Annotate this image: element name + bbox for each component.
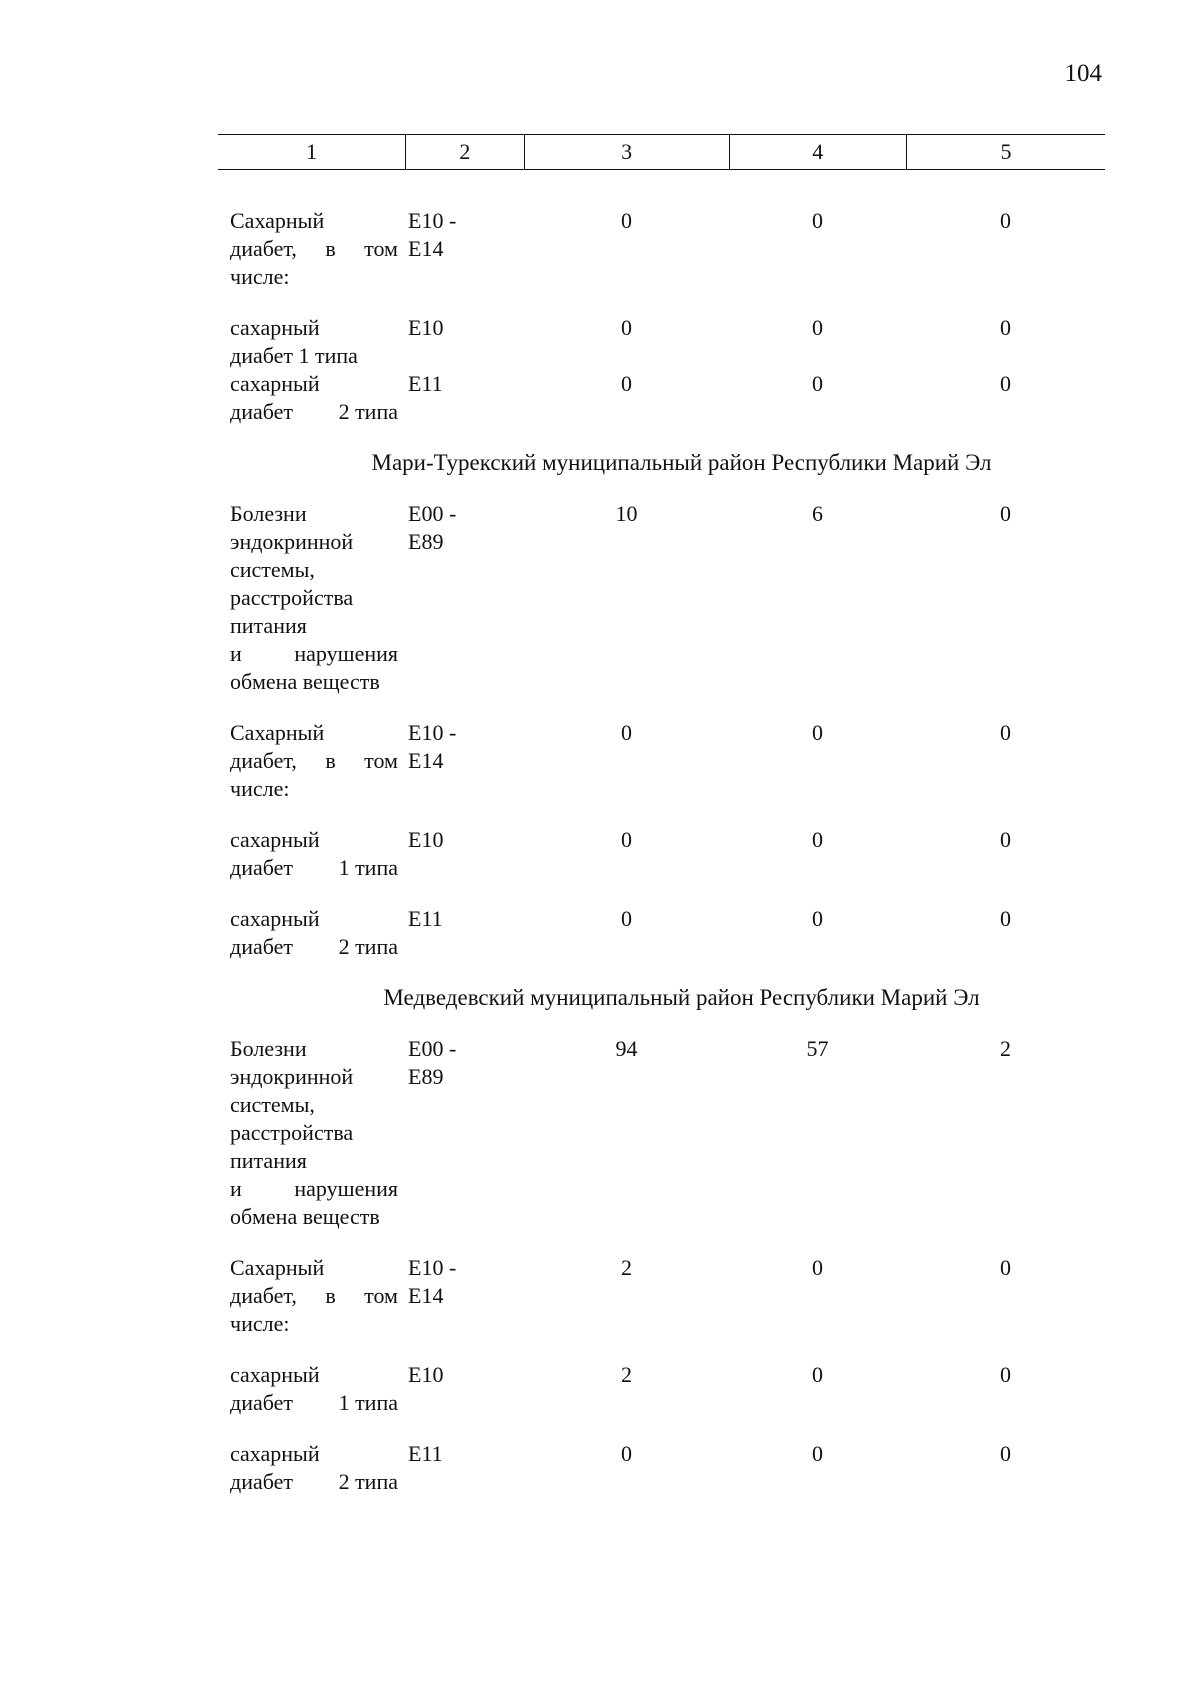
value-col-5: 0: [1000, 720, 1011, 745]
name-line: [230, 207, 398, 235]
name-word: в: [325, 1283, 336, 1308]
name-line: [230, 719, 398, 747]
value-col-4: 0: [812, 1255, 823, 1280]
value-col-3: 2: [621, 1362, 632, 1387]
district-heading: Мари-Турекский муниципальный район Республики Марий Эл: [371, 450, 992, 475]
code-line: E10 -: [408, 720, 457, 745]
value-col-4: 0: [812, 720, 823, 745]
name-word: обмена веществ: [230, 669, 380, 694]
name-line: [230, 1147, 398, 1175]
code-line: E89: [408, 1064, 444, 1089]
name-line: [230, 370, 398, 398]
name-line: [230, 668, 398, 696]
code-line: E10: [408, 827, 444, 852]
name-line: [230, 528, 398, 556]
name-line: [230, 933, 398, 961]
value-col-5: 0: [1000, 315, 1011, 340]
name-line: [230, 747, 398, 775]
value-col-3: 0: [621, 827, 632, 852]
name-word: диабет,: [230, 1283, 297, 1308]
name-word: числе:: [230, 264, 290, 289]
name-word: диабет: [230, 934, 294, 959]
value-col-3: 0: [621, 371, 632, 396]
table-row: [218, 719, 1105, 803]
table-row: [218, 826, 1105, 882]
value-col-3: 0: [621, 1441, 632, 1466]
disease-name: [218, 905, 406, 961]
code-line: E89: [408, 529, 444, 554]
name-word: Сахарный: [230, 720, 325, 745]
name-word: системы,: [230, 557, 315, 582]
header-col-1: 1: [306, 139, 318, 164]
value-col-4: 0: [812, 827, 823, 852]
name-line: [230, 775, 398, 803]
value-col-5: 0: [1000, 1441, 1011, 1466]
page-number: 104: [1064, 60, 1102, 87]
icd-code: [406, 207, 524, 291]
code-line: E10 -: [408, 1255, 457, 1280]
code-line: E14: [408, 236, 444, 261]
value-col-3: 0: [621, 906, 632, 931]
name-word: числе:: [230, 1311, 290, 1336]
code-line: E10: [408, 1362, 444, 1387]
name-line: [230, 584, 398, 612]
disease-name: [218, 826, 406, 882]
name-word: Сахарный: [230, 208, 325, 233]
value-col-4: 6: [812, 501, 823, 526]
table-row: [218, 314, 1105, 370]
statistics-table: [218, 134, 1105, 1496]
name-word: питания: [230, 1148, 307, 1173]
icd-code: [406, 314, 524, 370]
value-col-3: 94: [615, 1036, 638, 1061]
value-col-3: 0: [621, 720, 632, 745]
icd-code: [406, 370, 524, 426]
icd-code: [406, 1440, 524, 1496]
value-col-4: 0: [812, 1441, 823, 1466]
value-col-3: 10: [615, 501, 638, 526]
name-word: диабет,: [230, 748, 297, 773]
code-line: E00 -: [408, 1036, 457, 1061]
code-line: E00 -: [408, 501, 457, 526]
name-line: [230, 1282, 398, 1310]
disease-name: [218, 1254, 406, 1338]
table-row: [218, 1361, 1105, 1417]
name-word: сахарный: [230, 827, 320, 852]
name-line: [230, 235, 398, 263]
value-col-5: 0: [1000, 371, 1011, 396]
name-line: [230, 905, 398, 933]
value-col-5: 0: [1000, 906, 1011, 931]
name-line: [230, 612, 398, 640]
name-word: нарушения: [294, 1176, 398, 1201]
name-word: диабет: [230, 1469, 294, 1494]
name-word: сахарный: [230, 1441, 320, 1466]
name-word: в: [325, 748, 336, 773]
name-word: сахарный: [230, 315, 320, 340]
name-line: [230, 826, 398, 854]
name-word: эндокринной: [230, 1064, 354, 1089]
name-line: [230, 263, 398, 291]
name-line: [230, 1175, 398, 1203]
value-col-5: 0: [1000, 827, 1011, 852]
name-line: [230, 1091, 398, 1119]
disease-name: [218, 314, 406, 370]
value-col-5: 0: [1000, 208, 1011, 233]
disease-name: [218, 500, 406, 696]
name-word: сахарный: [230, 1362, 320, 1387]
name-word: Болезни: [230, 501, 307, 526]
icd-code: [406, 1361, 524, 1417]
name-word: 1 типа: [338, 1390, 398, 1415]
value-col-3: 0: [621, 315, 632, 340]
name-line: [230, 640, 398, 668]
table-row: [218, 207, 1105, 291]
table-row: [218, 500, 1105, 696]
name-line: [230, 1035, 398, 1063]
value-col-5: 2: [1000, 1036, 1011, 1061]
value-col-4: 0: [812, 371, 823, 396]
icd-code: [406, 500, 524, 696]
icd-code: [406, 1254, 524, 1338]
name-line: [230, 342, 398, 370]
table-row: [218, 1254, 1105, 1338]
table-row: [218, 905, 1105, 961]
name-line: [230, 1468, 398, 1496]
name-word: и: [230, 641, 242, 666]
name-word: том: [364, 1283, 398, 1308]
disease-name: [218, 1361, 406, 1417]
table-row: [218, 1035, 1105, 1231]
name-word: 2 типа: [338, 934, 398, 959]
name-line: [230, 1119, 398, 1147]
code-line: E14: [408, 748, 444, 773]
name-word: нарушения: [294, 641, 398, 666]
value-col-4: 0: [812, 1362, 823, 1387]
name-word: эндокринной: [230, 529, 354, 554]
disease-name: [218, 1035, 406, 1231]
table-body: [218, 207, 1105, 1496]
name-word: сахарный: [230, 371, 320, 396]
disease-name: [218, 370, 406, 426]
icd-code: [406, 826, 524, 882]
name-word: диабет 1 типа: [230, 343, 358, 368]
name-word: 2 типа: [338, 1469, 398, 1494]
value-col-3: 0: [621, 208, 632, 233]
value-col-5: 0: [1000, 1362, 1011, 1387]
value-col-4: 0: [812, 315, 823, 340]
name-word: питания: [230, 613, 307, 638]
icd-code: [406, 1035, 524, 1231]
code-line: E10: [408, 315, 444, 340]
table-header: [218, 134, 1105, 170]
disease-name: [218, 207, 406, 291]
name-word: диабет,: [230, 236, 297, 261]
icd-code: [406, 719, 524, 803]
name-line: [230, 854, 398, 882]
value-col-5: 0: [1000, 1255, 1011, 1280]
name-line: [230, 1389, 398, 1417]
name-line: [230, 1063, 398, 1091]
value-col-4: 0: [812, 906, 823, 931]
header-col-2: 2: [405, 135, 523, 169]
name-line: [230, 1254, 398, 1282]
name-line: [230, 1203, 398, 1231]
name-word: и: [230, 1176, 242, 1201]
name-line: [230, 1440, 398, 1468]
code-line: E11: [408, 371, 443, 396]
value-col-4: 0: [812, 208, 823, 233]
name-word: числе:: [230, 776, 290, 801]
header-col-5: 5: [906, 135, 1105, 169]
disease-name: [218, 1440, 406, 1496]
name-word: том: [364, 748, 398, 773]
name-line: [230, 1310, 398, 1338]
name-line: [230, 556, 398, 584]
name-line: [230, 1361, 398, 1389]
table-row: [218, 1440, 1105, 1496]
name-word: в: [325, 236, 336, 261]
name-word: Болезни: [230, 1036, 307, 1061]
code-line: E14: [408, 1283, 444, 1308]
name-word: диабет: [230, 399, 294, 424]
code-line: E11: [408, 906, 443, 931]
disease-name: [218, 719, 406, 803]
header-col-4: 4: [729, 135, 906, 169]
name-word: Сахарный: [230, 1255, 325, 1280]
value-col-4: 57: [806, 1036, 829, 1061]
name-word: сахарный: [230, 906, 320, 931]
code-line: E11: [408, 1441, 443, 1466]
name-word: расстройства: [230, 585, 354, 610]
header-col-3: 3: [524, 135, 729, 169]
name-word: 1 типа: [338, 855, 398, 880]
name-word: диабет: [230, 855, 294, 880]
name-line: [230, 398, 398, 426]
name-word: расстройства: [230, 1120, 354, 1145]
name-word: том: [364, 236, 398, 261]
value-col-3: 2: [621, 1255, 632, 1280]
name-word: обмена веществ: [230, 1204, 380, 1229]
value-col-5: 0: [1000, 501, 1011, 526]
name-word: системы,: [230, 1092, 315, 1117]
name-word: 2 типа: [338, 399, 398, 424]
district-heading: Медведевский муниципальный район Республики Марий Эл: [383, 985, 980, 1010]
code-line: E10 -: [408, 208, 457, 233]
name-line: [230, 500, 398, 528]
table-row: [218, 370, 1105, 426]
icd-code: [406, 905, 524, 961]
name-line: [230, 314, 398, 342]
name-word: диабет: [230, 1390, 294, 1415]
